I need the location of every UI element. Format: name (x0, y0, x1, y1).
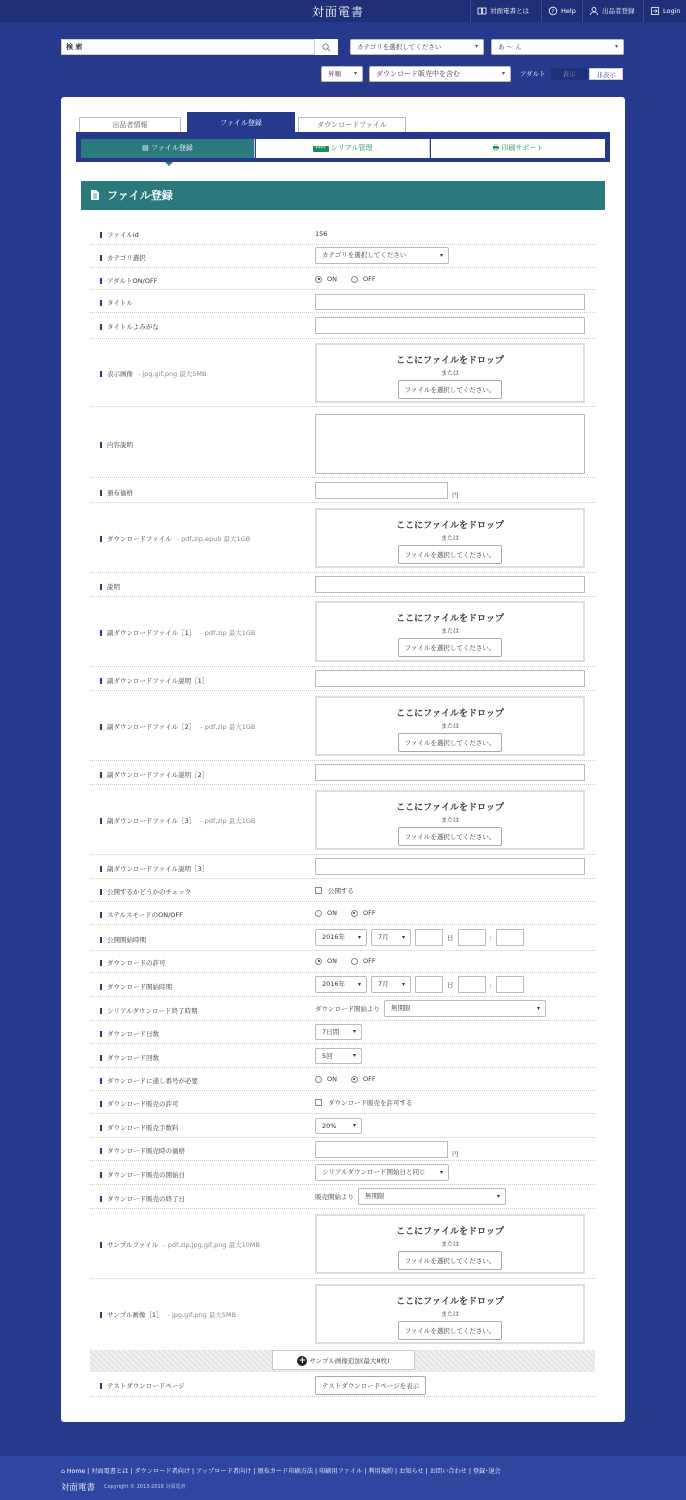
publish-checkbox[interactable] (315, 887, 322, 894)
sample-file-dropzone[interactable] (315, 1214, 585, 1274)
row-download-permit (90, 951, 595, 973)
download-permit-off-radio[interactable] (351, 958, 358, 965)
dropzone-title: ここにファイルをドロップ (396, 1227, 504, 1237)
row-serial-end (90, 997, 595, 1021)
sub-file-1-desc-label: 副ダウンロードファイル説明［1］ (107, 677, 209, 685)
price-label: 頒布価格 (107, 489, 133, 497)
nav-login[interactable] (643, 0, 686, 22)
dropzone-or: または (440, 723, 459, 730)
home-icon: ⌂ (61, 1468, 65, 1475)
login-icon (650, 6, 660, 16)
sale-permit-checkbox[interactable] (315, 1099, 322, 1106)
subnav-serial[interactable] (256, 139, 430, 158)
dropzone-or: または (440, 817, 459, 824)
serial-end-prefix: ダウンロード開始より (315, 1005, 380, 1013)
footer (0, 1456, 686, 1500)
row-sub-file-2 (90, 691, 595, 761)
sub-file-1-select-button[interactable]: ファイルを選択してください。 (398, 638, 503, 657)
printer-icon: 🖶 (492, 144, 500, 152)
sub-file-2-desc-input[interactable] (315, 764, 585, 781)
publish-check-label: 公開するかどうかのチェック (107, 888, 192, 896)
adult-show-toggle[interactable]: 表示 (551, 68, 587, 80)
subnav-print[interactable] (431, 139, 605, 158)
row-title-kana (90, 313, 595, 339)
sale-price-input[interactable] (315, 1141, 448, 1158)
row-price (90, 478, 595, 503)
download-days-select[interactable]: 7日間 ▾ (315, 1024, 362, 1040)
nav-about[interactable] (470, 0, 535, 22)
stealth-off-label: OFF (362, 909, 376, 917)
footer-links: ⌂ Home | 対面電書とは | ダウンロード者向け | アップロード者向け | 頒布カード印刷方法 | 印刷用ファイル | 利用規約 | お知らせ | お問い合わせ | 登録･退会 (61, 1468, 501, 1475)
sample-image-select-button[interactable]: ファイルを選択してください。 (398, 1321, 503, 1340)
copyright: Copyright © 2013-2016 対面電書 (104, 1484, 186, 1490)
book-icon (477, 6, 487, 16)
test-page-button[interactable]: テストダウンロードページを表示 (315, 1376, 426, 1395)
file-id-label: ファイルid (107, 231, 139, 239)
dropzone-title: ここにファイルをドロップ (396, 356, 504, 366)
stealth-off-radio[interactable] (351, 910, 358, 917)
adult-on-radio[interactable] (315, 276, 322, 283)
sale-fee-select[interactable]: 20% ▾ (315, 1118, 362, 1134)
display-image-dropzone[interactable] (315, 343, 585, 403)
adult-on-label: ON (327, 275, 337, 283)
footer-logo: 対面電書 (61, 1483, 96, 1493)
serial-end-select[interactable]: 無期限 ▾ (384, 1000, 546, 1017)
serial-end-label: シリアルダウンロード終了時期 (107, 1007, 198, 1015)
footer-link-uploaders[interactable]: アップロード者向け (196, 1468, 252, 1475)
download-days-label: ダウンロード日数 (107, 1030, 159, 1038)
sub-file-1-desc-input[interactable] (315, 670, 585, 687)
add-sample-label: サンプル画像追加(最大8枚) (309, 1357, 390, 1365)
publish-year-select[interactable]: 2016年 ▾ (315, 929, 367, 946)
section-header (81, 181, 605, 210)
footer-link-terms[interactable]: 利用規約 (368, 1468, 394, 1475)
user-icon (589, 6, 599, 16)
adult-off-radio[interactable] (351, 276, 358, 283)
category-select[interactable]: カテゴリを選択してください ▾ (350, 39, 484, 55)
download-day-unit: 日 (447, 981, 454, 989)
sale-permit-label: ダウンロード販売の許可 (107, 1100, 179, 1108)
dropzone-title: ここにファイルをドロップ (396, 614, 504, 624)
subnav-serial-label: シリアル管理 (330, 144, 373, 152)
sale-end-label: ダウンロード販売の終了日 (107, 1195, 185, 1203)
test-page-label: テストダウンロードページ (107, 1382, 185, 1390)
nav-help[interactable] (541, 0, 582, 22)
row-explain (90, 573, 595, 597)
site-logo[interactable]: 対面電書 (312, 5, 365, 19)
footer-link-news[interactable]: お知らせ (399, 1468, 424, 1475)
sample-file-select-button[interactable]: ファイルを選択してください。 (398, 1251, 503, 1270)
dropzone-title: ここにファイルをドロップ (396, 521, 504, 531)
footer-link-downloaders[interactable]: ダウンロード者向け (134, 1468, 191, 1475)
publish-start-label: 公開開始時期 (107, 936, 146, 944)
document-icon: ▤ (142, 144, 149, 152)
row-title (90, 290, 595, 313)
price-unit: 円 (452, 491, 459, 499)
row-download-count (90, 1044, 595, 1068)
publish-day-unit: 日 (447, 934, 454, 942)
row-download-start (90, 973, 595, 997)
footer-link-register[interactable]: 登録･退会 (472, 1468, 501, 1475)
stealth-on-label: ON (327, 909, 337, 917)
adult-label: アダルト (520, 70, 546, 78)
sample-file-label: サンプルファイル (107, 1241, 159, 1249)
row-sample-image (90, 1279, 595, 1350)
subnav-file-label: ファイル登録 (150, 144, 193, 152)
sale-end-select[interactable]: 無期限 ▾ (358, 1188, 506, 1205)
svg-text:?: ? (551, 8, 555, 15)
row-sub-file-1-desc (90, 667, 595, 691)
add-sample-image-button[interactable] (272, 1350, 415, 1370)
dropzone-title: ここにファイルをドロップ (396, 803, 504, 813)
display-image-select-button[interactable]: ファイルを選択してください。 (398, 380, 503, 399)
download-permit-off-label: OFF (362, 957, 376, 965)
dropzone-or: または (440, 1241, 459, 1248)
stealth-label: ステルスモードのON/OFF (107, 911, 183, 919)
row-sale-end (90, 1185, 595, 1209)
serial-required-off-label: OFF (362, 1075, 376, 1083)
sub-file-2-hint: - pdf,zip 最大1GB (200, 723, 256, 731)
row-adult (90, 268, 595, 290)
footer-link-print-files[interactable]: 印刷用ファイル (319, 1468, 363, 1475)
row-publish-check (90, 879, 595, 902)
row-sale-fee (90, 1114, 595, 1138)
sub-file-3-dropzone[interactable] (315, 790, 585, 850)
dropzone-or: または (440, 628, 459, 635)
download-permit-on-label: ON (327, 957, 337, 965)
price-input[interactable] (315, 482, 448, 499)
download-permit-label: ダウンロードの許可 (107, 959, 166, 967)
download-file-dropzone[interactable] (315, 508, 585, 568)
download-start-label: ダウンロード開始時期 (107, 983, 172, 991)
sale-start-label: ダウンロード販売の開始日 (107, 1171, 185, 1179)
adult-onoff-label: アダルトON/OFF (107, 277, 158, 285)
plus-circle-icon: + (298, 1356, 307, 1366)
row-download-file (90, 503, 595, 573)
sub-file-2-label: 副ダウンロードファイル［2］ (107, 723, 196, 731)
download-filter-select[interactable]: ダウンロード販売中を含む ▾ (369, 66, 511, 82)
download-file-label: ダウンロードファイル (107, 535, 172, 543)
explain-label: 説明 (107, 583, 120, 591)
sort-select[interactable]: 昇順 ▾ (321, 66, 363, 82)
serial-badge-icon: **** (313, 146, 329, 152)
sub-file-3-label: 副ダウンロードファイル［3］ (107, 817, 196, 825)
footer-link-home[interactable]: Home (66, 1468, 86, 1475)
serial-required-label: ダウンロードに通し番号が必要 (107, 1077, 198, 1085)
publish-month-select[interactable]: 7月 ▾ (371, 929, 411, 946)
download-year-select[interactable]: 2016年 ▾ (315, 976, 367, 993)
search-button[interactable] (314, 39, 338, 55)
nav-about-label: 対面電書とは (490, 7, 529, 15)
help-bubble-icon (548, 6, 558, 16)
dropzone-or: または (440, 1311, 459, 1318)
publish-minute-input[interactable] (496, 929, 524, 946)
footer-link-contact[interactable]: お問い合わせ (429, 1468, 467, 1475)
sub-file-1-label: 副ダウンロードファイル［1］ (107, 629, 196, 637)
row-sub-file-3 (90, 785, 595, 855)
sample-image-label: サンプル画像［1］ (107, 1311, 163, 1319)
row-sub-file-3-desc (90, 855, 595, 879)
dropzone-or: または (440, 535, 459, 542)
row-sample-file (90, 1209, 595, 1279)
publish-checkbox-label: 公開する (328, 887, 354, 895)
sub-navigation (76, 132, 610, 162)
tab-download-files[interactable]: ダウンロードファイル (298, 117, 406, 132)
row-display-image (90, 339, 595, 407)
sub-file-2-dropzone[interactable] (315, 696, 585, 756)
row-test-page (90, 1372, 595, 1397)
category-dropdown[interactable]: カテゴリを選択してください ▾ (315, 247, 449, 264)
row-stealth (90, 902, 595, 925)
publish-day-input[interactable] (415, 929, 443, 946)
row-sale-permit (90, 1091, 595, 1114)
sale-permit-checkbox-label: ダウンロード販売を許可する (328, 1099, 413, 1107)
serial-required-on-radio[interactable] (315, 1076, 322, 1083)
subnav-file-register[interactable] (81, 139, 255, 158)
sub-file-2-select-button[interactable]: ファイルを選択してください。 (398, 733, 503, 752)
row-sub-file-1 (90, 597, 595, 667)
sale-end-prefix: 販売開始より (315, 1193, 354, 1201)
download-time-colon: : (489, 980, 492, 989)
row-category (90, 245, 595, 268)
display-image-hint: - jpg,gif,png 最大5MB (138, 370, 207, 378)
sub-file-3-desc-input[interactable] (315, 858, 585, 875)
adult-hide-toggle[interactable]: 非表示 (589, 68, 623, 80)
serial-required-off-radio[interactable] (351, 1076, 358, 1083)
nav-login-label: Login (663, 7, 681, 15)
section-title: ファイル登録 (107, 189, 173, 202)
search-icon (322, 43, 331, 52)
download-permit-on-radio[interactable] (315, 958, 322, 965)
publish-time-colon: : (489, 933, 492, 942)
sub-file-1-hint: - pdf,zip 最大1GB (200, 629, 256, 637)
title-kana-label: タイトルよみがな (107, 323, 159, 331)
sub-file-3-desc-label: 副ダウンロードファイル説明［3］ (107, 865, 209, 873)
stealth-on-radio[interactable] (315, 910, 322, 917)
row-sale-price (90, 1138, 595, 1161)
nav-register[interactable] (582, 0, 641, 22)
title-kana-input[interactable] (315, 317, 585, 334)
nav-register-label: 出品者登録 (602, 7, 635, 15)
sale-price-unit: 円 (452, 1150, 459, 1158)
sub-file-3-select-button[interactable]: ファイルを選択してください。 (398, 827, 503, 846)
category-label: カテゴリ選択 (107, 254, 146, 262)
subnav-print-label: 印刷サポート (501, 144, 544, 152)
kana-select[interactable]: あ 〜 ん ▾ (491, 39, 624, 55)
description-textarea[interactable] (315, 414, 585, 474)
footer-link-about[interactable]: 対面電書とは (91, 1468, 129, 1475)
row-sale-start (90, 1161, 595, 1185)
search-input[interactable]: 検 索 (61, 39, 338, 55)
download-count-label: ダウンロード回数 (107, 1054, 159, 1062)
display-image-label: 表示画像 (107, 370, 133, 378)
sub-file-3-hint: - pdf,zip 最大1GB (200, 817, 256, 825)
tab-file-register[interactable]: ファイル登録 (187, 112, 295, 132)
file-id-value: 156 (315, 230, 328, 238)
title-input[interactable] (315, 294, 585, 310)
download-file-hint: - pdf,zip,epub 最大1GB (176, 535, 251, 543)
download-file-select-button[interactable]: ファイルを選択してください。 (398, 545, 503, 564)
download-day-input[interactable] (415, 976, 443, 993)
row-file-id (90, 223, 595, 245)
sale-price-label: ダウンロード販売時の価格 (107, 1147, 185, 1155)
publish-hour-input[interactable] (458, 929, 486, 946)
explain-input[interactable] (315, 576, 585, 593)
sub-file-2-desc-label: 副ダウンロードファイル説明［2］ (107, 771, 209, 779)
top-bar (0, 0, 686, 22)
download-count-select[interactable]: 5回 ▾ (315, 1048, 362, 1064)
footer-link-card-print[interactable]: 頒布カード印刷方法 (257, 1468, 314, 1475)
active-pointer (165, 162, 173, 166)
download-hour-input[interactable] (458, 976, 486, 993)
tab-seller-info[interactable]: 出品者情報 (79, 117, 181, 132)
nav-help-label: Help (561, 7, 576, 15)
row-description (90, 407, 595, 478)
sale-fee-label: ダウンロード販売手数料 (107, 1124, 179, 1132)
sample-file-hint: - pdf,zip,jpg,gif,png 最大10MB (163, 1241, 260, 1249)
sale-start-select[interactable]: シリアルダウンロード開始日と同じ ▾ (315, 1164, 449, 1181)
dropzone-title: ここにファイルをドロップ (396, 1297, 504, 1307)
download-month-select[interactable]: 7月 ▾ (371, 976, 411, 993)
title-label: タイトル (107, 299, 133, 307)
adult-off-label: OFF (362, 275, 376, 283)
row-serial-required (90, 1068, 595, 1091)
description-label: 内容説明 (107, 441, 133, 449)
row-publish-start (90, 925, 595, 951)
sub-file-1-dropzone[interactable] (315, 601, 585, 662)
download-minute-input[interactable] (496, 976, 524, 993)
document-icon (90, 189, 100, 201)
sample-image-hint: - jpg,gif,png 最大5MB (167, 1311, 237, 1319)
row-download-days (90, 1021, 595, 1044)
serial-required-on-label: ON (327, 1075, 337, 1083)
dropzone-title: ここにファイルをドロップ (396, 709, 504, 719)
sample-image-dropzone[interactable] (315, 1284, 585, 1344)
row-sub-file-2-desc (90, 761, 595, 785)
dropzone-or: または (440, 370, 459, 377)
